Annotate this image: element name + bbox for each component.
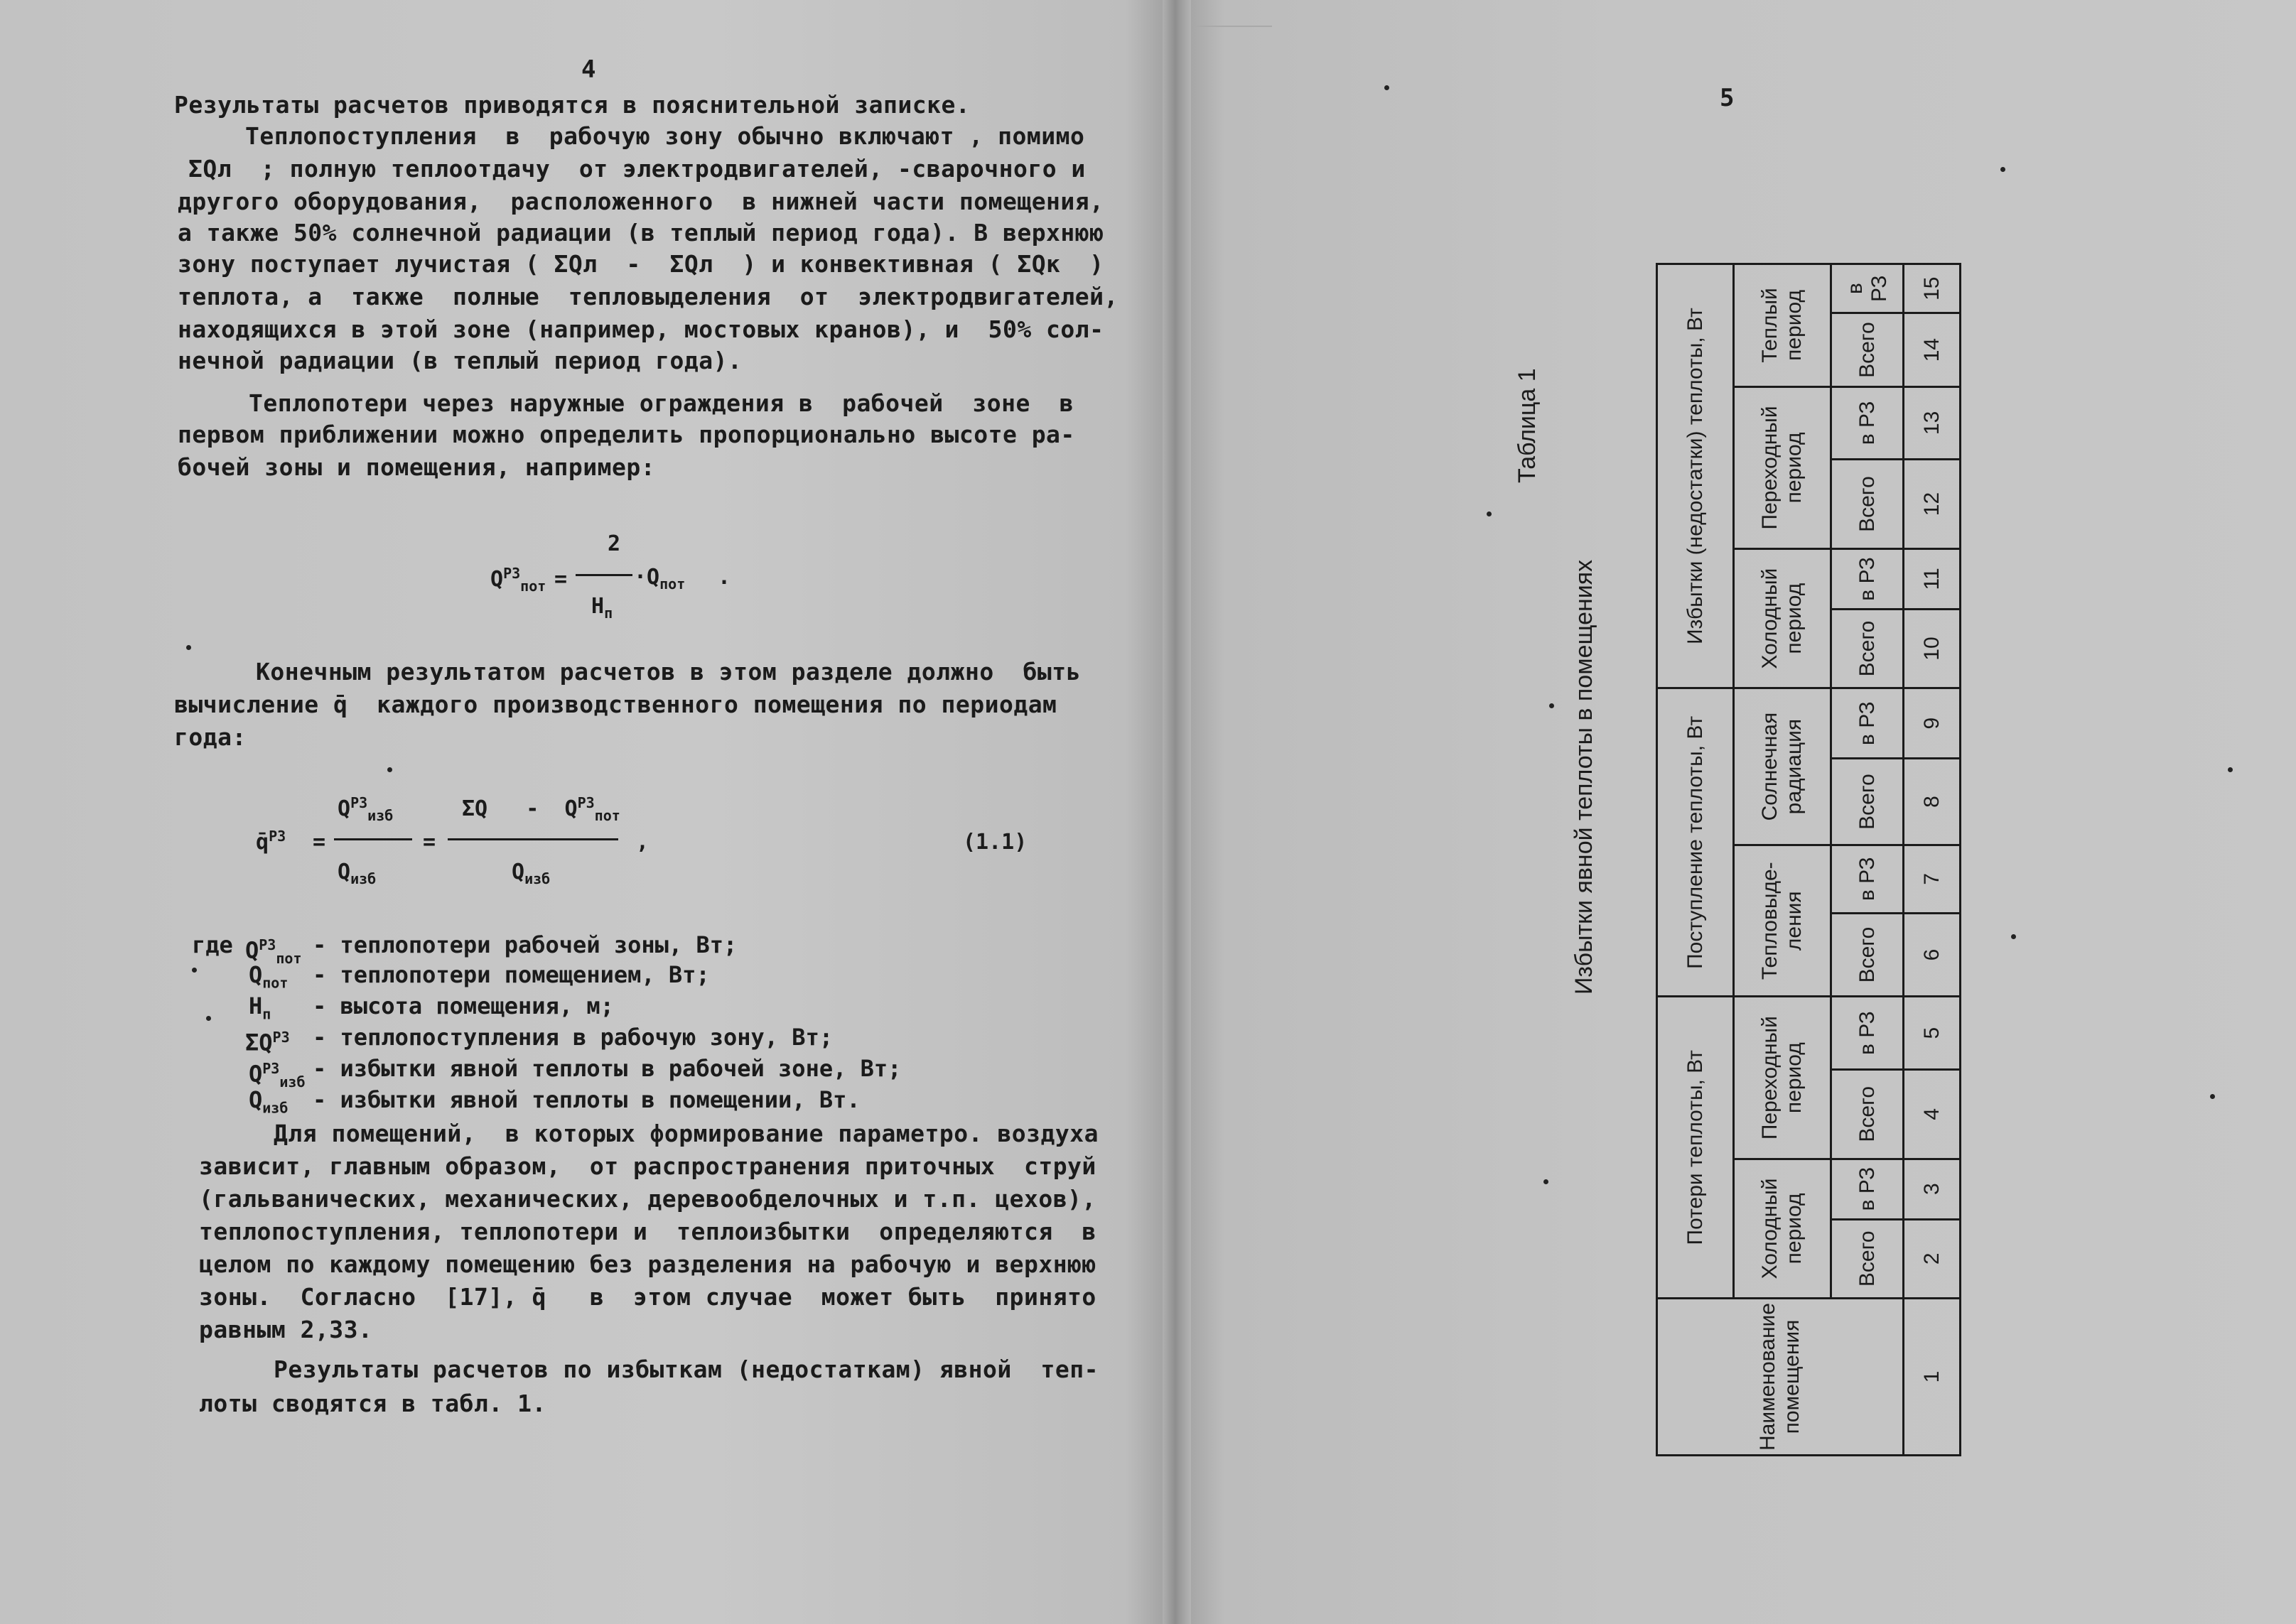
text-line: зону поступает лучистая ( ΣQл - ΣQл ) и конвективная ( ΣQк ) — [178, 250, 1104, 278]
page-number-left: 4 — [581, 55, 596, 84]
formula2-num1-sub: изб — [367, 807, 394, 824]
col-total: Всего — [1831, 1219, 1903, 1298]
text-line: другого оборудования, расположенного в нижней части помещения, — [178, 188, 1104, 215]
col-rz: в РЗ — [1831, 845, 1903, 913]
legend-intro: где — [192, 931, 233, 958]
formula-heat-loss — [490, 526, 746, 625]
fraction-bar — [576, 574, 632, 576]
scan-speck — [2210, 1094, 2215, 1099]
formula2-den2-sub: изб — [524, 870, 551, 887]
scan-speck — [206, 1016, 211, 1021]
col-rz: в РЗ — [1831, 997, 1903, 1069]
table-title: Избытки явной теплоты в помещениях — [1570, 559, 1597, 995]
scan-speck — [192, 968, 197, 973]
col-number: 10 — [1904, 609, 1961, 688]
col-rz: в РЗ — [1831, 264, 1903, 313]
col-number: 4 — [1904, 1069, 1961, 1159]
col-rz: в РЗ — [1831, 549, 1903, 610]
legend-symbol: ΣQ — [245, 1029, 273, 1056]
header-heat-income: Поступление теплоты, Вт — [1657, 688, 1734, 997]
col-number: 15 — [1904, 264, 1961, 313]
subheader-transition-period: Переходный период — [1734, 386, 1831, 548]
legend-sup: РЗ — [259, 936, 276, 953]
col-number: 2 — [1904, 1219, 1961, 1298]
formula2-num2-sub: пот — [594, 807, 620, 824]
formula-denominator: H — [591, 594, 605, 619]
legend-desc: - высота помещения, м; — [313, 992, 614, 1019]
fraction-bar — [448, 838, 618, 840]
col-number: 12 — [1904, 460, 1961, 549]
legend-sup: РЗ — [272, 1029, 290, 1046]
formula2-eq2: = — [423, 830, 436, 855]
formula2-lhs-sup: РЗ — [269, 828, 286, 845]
col-total: Всего — [1831, 313, 1903, 386]
col-number: 8 — [1904, 759, 1961, 845]
formula-denominator-sub: п — [604, 605, 613, 622]
col-rz: в РЗ — [1831, 386, 1903, 459]
formula2-comma: , — [636, 830, 650, 855]
header-heat-excess: Избытки (недостатки) теплоты, Вт — [1657, 264, 1734, 688]
text-line: равным 2,33. — [199, 1316, 373, 1343]
formula-rhs: ·Q — [634, 565, 660, 590]
col-number: 5 — [1904, 997, 1961, 1069]
formula2-number: (1.1) — [963, 830, 1028, 855]
legend-desc: - теплопоступления в рабочую зону, Вт; — [313, 1024, 834, 1051]
text-line: лоты сводятся в табл. 1. — [199, 1390, 546, 1417]
table-container — [1656, 263, 1961, 1456]
text-line: находящихся в этой зоне (например, мостовых кранов), и 50% сол- — [178, 315, 1104, 343]
legend-desc: - теплопотери помещением, Вт; — [313, 961, 710, 988]
col-total: Всего — [1831, 609, 1903, 688]
page-number-right: 5 — [1720, 84, 1735, 112]
text-line: зависит, главным образом, от распространения приточных струй — [199, 1152, 1096, 1180]
col-number: 9 — [1904, 688, 1961, 759]
col-number: 13 — [1904, 386, 1961, 459]
book-gutter — [1163, 0, 1191, 1624]
text-line: вычисление q̄ каждого производственного помещения по периодам — [174, 691, 1057, 718]
scan-speck — [186, 645, 191, 650]
formula2-den1: Q — [338, 860, 351, 884]
formula-rhs-sub: пот — [659, 575, 686, 592]
text-line: а также 50% солнечной радиации (в теплый период года). В верхнюю — [178, 219, 1104, 247]
text-line: первом приближении можно определить пропорционально высоте ра- — [178, 421, 1075, 448]
subheader-cold-period: Холодный период — [1734, 549, 1831, 688]
text-line: бочей зоны и помещения, например: — [178, 453, 656, 481]
legend-sub: пот — [276, 950, 302, 968]
legend-item — [245, 1023, 290, 1057]
subheader-cold-period: Холодный период — [1734, 1159, 1831, 1298]
fraction-bar — [334, 838, 412, 840]
formula2-den2: Q — [512, 860, 525, 884]
scan-speck — [2228, 767, 2233, 772]
legend-sub: пот — [262, 974, 289, 992]
text-line: Конечным результатом расчетов в этом разделе должно быть — [256, 658, 1081, 686]
subheader-solar-radiation: Солнечная радиация — [1734, 688, 1831, 845]
formula-lhs: Q — [490, 567, 504, 592]
formula-period: . — [718, 565, 731, 590]
subheader-warm-period: Теплый период — [1734, 264, 1831, 387]
subheader-heat-release: Тепловыде- ления — [1734, 845, 1831, 997]
formula2-den1-sub: изб — [350, 870, 377, 887]
subheader-transition-period: Переходный период — [1734, 997, 1831, 1159]
col-total: Всего — [1831, 913, 1903, 997]
scan-speck — [387, 767, 392, 772]
formula2-num1: Q — [338, 796, 351, 821]
formula2-num1-sup: РЗ — [350, 794, 368, 811]
col-number: 7 — [1904, 845, 1961, 913]
scan-mark — [1194, 26, 1272, 27]
text-line: Теплопотери через наружные ограждения в рабочей зоне в — [249, 389, 1074, 417]
legend-sub: изб — [262, 1099, 289, 1117]
col-total: Всего — [1831, 759, 1903, 845]
legend-sub: изб — [279, 1073, 306, 1091]
legend-symbol: Q — [249, 1060, 263, 1088]
scan-speck — [1549, 703, 1554, 708]
text-line: Результаты расчетов по избыткам (недостаткам) явной теп- — [274, 1355, 1099, 1383]
text-line: целом по каждому помещению без разделения на рабочую и верхнюю — [199, 1250, 1096, 1278]
legend-symbol: Q — [249, 1086, 263, 1113]
col-number: 11 — [1904, 549, 1961, 610]
formula-equals: = — [554, 567, 568, 592]
formula-1-1 — [256, 781, 1045, 902]
text-line: зоны. Согласно [17], q̄ в этом случае может быть принято — [199, 1283, 1096, 1311]
header-room-name: Наименование помещения — [1657, 1299, 1904, 1456]
legend-desc: - избытки явной теплоты в рабочей зоне, Вт; — [313, 1055, 902, 1082]
col-number: 6 — [1904, 913, 1961, 997]
legend-desc: - теплопотери рабочей зоны, Вт; — [313, 931, 738, 958]
table-label: Таблица 1 — [1514, 368, 1541, 483]
legend-symbol: H — [249, 992, 263, 1019]
scan-speck — [1543, 1179, 1548, 1184]
text-line: Теплопоступления в рабочую зону обычно включают , помимо — [245, 122, 1085, 150]
text-line: (гальванических, механических, деревообделочных и т.п. цехов), — [199, 1185, 1096, 1213]
col-rz: в РЗ — [1831, 688, 1903, 759]
col-total: Всего — [1831, 460, 1903, 549]
scan-speck — [2000, 167, 2005, 172]
col-number: 1 — [1904, 1299, 1961, 1456]
scan-speck — [1487, 511, 1492, 516]
heat-excess-table — [1656, 263, 1961, 1456]
legend-item — [249, 1086, 288, 1122]
legend-sub: п — [262, 1005, 271, 1023]
text-line: нечной радиации (в теплый период года). — [178, 347, 743, 374]
text-line: Для помещений, в которых формирование параметро. воздуха — [274, 1120, 1099, 1147]
formula2-num2-sup: РЗ — [577, 794, 595, 811]
text-line: теплопоступления, теплопотери и теплоизбытки определяются в — [199, 1218, 1096, 1245]
formula-lhs-sub: пот — [520, 578, 546, 595]
col-number: 14 — [1904, 313, 1961, 386]
legend-desc: - избытки явной теплоты в помещении, Вт. — [313, 1086, 861, 1113]
scan-speck — [1384, 85, 1389, 90]
header-heat-losses: Потери теплоты, Вт — [1657, 997, 1734, 1299]
scan-speck — [2011, 934, 2016, 939]
col-total: Всего — [1831, 1069, 1903, 1159]
formula-lhs-sup: РЗ — [503, 565, 521, 582]
text-line: теплота, а также полные тепловыделения от электродвигателей, — [178, 283, 1119, 310]
text-line: ΣQл ; полную теплоотдачу от электродвигателей, -сварочного и — [188, 155, 1086, 183]
text-line: Результаты расчетов приводятся в пояснительной записке. — [174, 91, 971, 119]
text-line: года: — [174, 723, 247, 751]
col-number: 3 — [1904, 1159, 1961, 1219]
legend-sup: РЗ — [262, 1060, 280, 1077]
formula2-eq1: = — [313, 830, 326, 855]
formula2-num2: ΣQ - Q — [462, 796, 578, 821]
formula-numerator: 2 — [608, 531, 621, 556]
formula2-lhs: q̄ — [256, 830, 269, 855]
col-rz: в РЗ — [1831, 1159, 1903, 1219]
legend-symbol: Q — [245, 936, 259, 964]
legend-symbol: Q — [249, 961, 263, 988]
